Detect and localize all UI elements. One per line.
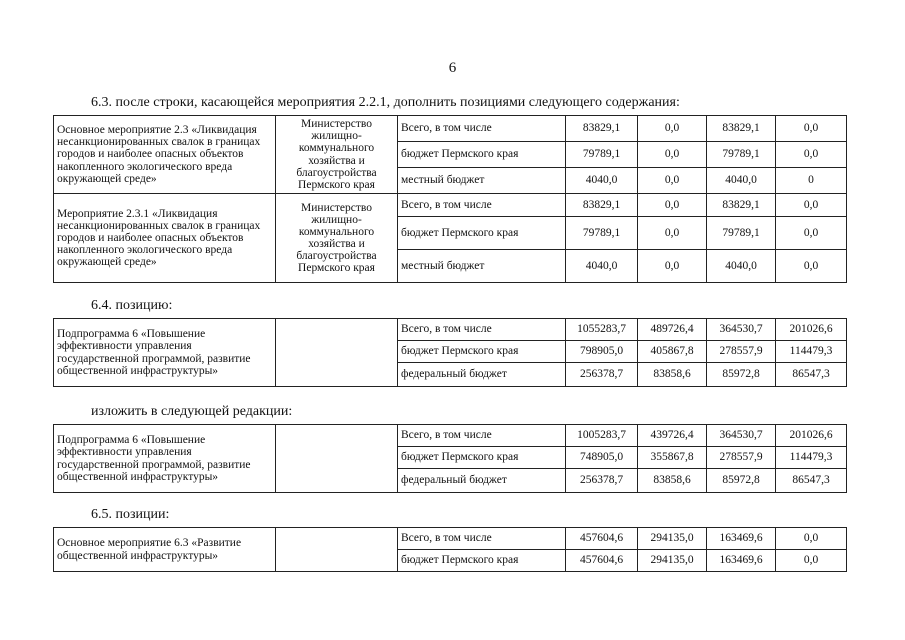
table-6-3 <box>53 115 847 283</box>
amount-cell: 4040,0 <box>566 168 638 194</box>
amount-cell: 201026,6 <box>776 425 847 447</box>
amount-cell: 79789,1 <box>707 142 776 168</box>
measure-name-cell: Мероприятие 2.3.1 «Ликвидация несанкционированных свалок в границах городов и наиболее опасных объектов накопленного экологического вреда окружающей среде» <box>54 194 276 283</box>
amount-cell: 405867,8 <box>638 341 707 363</box>
table-row <box>54 194 847 217</box>
section-heading-6-3: 6.3. после строки, касающейся мероприятия 2.2.1, дополнить позициями следующего содержания: <box>91 95 680 110</box>
amount-cell: 457604,6 <box>566 528 638 550</box>
measure-name-cell: Подпрограмма 6 «Повышение эффективности управления государственной программой, развитие общественной инфраструктуры» <box>54 319 276 387</box>
amount-cell: 439726,4 <box>638 425 707 447</box>
funding-source-cell: Всего, в том числе <box>398 116 566 142</box>
amount-cell: 278557,9 <box>707 341 776 363</box>
responsible-executor-cell: Министерство жилищно-коммунального хозяйства и благоустройства Пермского края <box>276 194 398 283</box>
amount-cell: 1005283,7 <box>566 425 638 447</box>
amount-cell: 0,0 <box>776 217 847 250</box>
table-new-edition <box>53 424 847 493</box>
responsible-executor-cell <box>276 528 398 572</box>
amount-cell: 0,0 <box>776 194 847 217</box>
funding-source-cell: бюджет Пермского края <box>398 447 566 469</box>
responsible-executor-cell <box>276 319 398 387</box>
amount-cell: 83829,1 <box>566 116 638 142</box>
responsible-executor-cell: Министерство жилищно-коммунального хозяйства и благоустройства Пермского края <box>276 116 398 194</box>
section-heading-6-4: 6.4. позицию: <box>91 298 173 313</box>
amount-cell: 86547,3 <box>776 363 847 387</box>
amount-cell: 83858,6 <box>638 469 707 493</box>
amount-cell: 114479,3 <box>776 447 847 469</box>
amount-cell: 0,0 <box>638 116 707 142</box>
funding-source-cell: бюджет Пермского края <box>398 142 566 168</box>
funding-source-cell: Всего, в том числе <box>398 425 566 447</box>
funding-source-cell: бюджет Пермского края <box>398 550 566 572</box>
funding-source-cell: местный бюджет <box>398 250 566 283</box>
measure-name-cell: Подпрограмма 6 «Повышение эффективности управления государственной программой, развитие общественной инфраструктуры» <box>54 425 276 493</box>
funding-source-cell: федеральный бюджет <box>398 469 566 493</box>
amount-cell: 294135,0 <box>638 550 707 572</box>
amount-cell: 0,0 <box>638 194 707 217</box>
funding-source-cell: Всего, в том числе <box>398 319 566 341</box>
amount-cell: 79789,1 <box>566 142 638 168</box>
page-number: 6 <box>448 60 457 76</box>
amount-cell: 0,0 <box>776 250 847 283</box>
measure-name-cell: Основное мероприятие 6.3 «Развитие общественной инфраструктуры» <box>54 528 276 572</box>
amount-cell: 83829,1 <box>566 194 638 217</box>
amount-cell: 256378,7 <box>566 363 638 387</box>
amount-cell: 0,0 <box>638 142 707 168</box>
amount-cell: 163469,6 <box>707 550 776 572</box>
table-row <box>54 425 847 447</box>
amount-cell: 0,0 <box>776 142 847 168</box>
table-6-4 <box>53 318 847 387</box>
amount-cell: 364530,7 <box>707 319 776 341</box>
funding-source-cell: бюджет Пермского края <box>398 217 566 250</box>
funding-source-cell: бюджет Пермского края <box>398 341 566 363</box>
amount-cell: 0,0 <box>638 217 707 250</box>
amount-cell: 0,0 <box>638 168 707 194</box>
amount-cell: 0,0 <box>638 250 707 283</box>
amount-cell: 0 <box>776 168 847 194</box>
amount-cell: 489726,4 <box>638 319 707 341</box>
table-row <box>54 319 847 341</box>
table-6-5 <box>53 527 847 572</box>
amount-cell: 86547,3 <box>776 469 847 493</box>
amount-cell: 85972,8 <box>707 469 776 493</box>
amount-cell: 1055283,7 <box>566 319 638 341</box>
amount-cell: 278557,9 <box>707 447 776 469</box>
amount-cell: 748905,0 <box>566 447 638 469</box>
amount-cell: 256378,7 <box>566 469 638 493</box>
funding-source-cell: Всего, в том числе <box>398 194 566 217</box>
amount-cell: 4040,0 <box>707 168 776 194</box>
amount-cell: 201026,6 <box>776 319 847 341</box>
amount-cell: 294135,0 <box>638 528 707 550</box>
funding-source-cell: федеральный бюджет <box>398 363 566 387</box>
funding-source-cell: Всего, в том числе <box>398 528 566 550</box>
amount-cell: 79789,1 <box>566 217 638 250</box>
amount-cell: 0,0 <box>776 528 847 550</box>
funding-source-cell: местный бюджет <box>398 168 566 194</box>
amount-cell: 83829,1 <box>707 116 776 142</box>
amount-cell: 79789,1 <box>707 217 776 250</box>
amount-cell: 83829,1 <box>707 194 776 217</box>
amount-cell: 163469,6 <box>707 528 776 550</box>
amount-cell: 798905,0 <box>566 341 638 363</box>
amount-cell: 4040,0 <box>707 250 776 283</box>
table-row <box>54 528 847 550</box>
table-row <box>54 116 847 142</box>
section-heading-6-5: 6.5. позиции: <box>91 507 170 522</box>
amount-cell: 457604,6 <box>566 550 638 572</box>
measure-name-cell: Основное мероприятие 2.3 «Ликвидация несанкционированных свалок в границах городов и наиболее опасных объектов накопленного экологического вреда окружающей среде» <box>54 116 276 194</box>
amount-cell: 83858,6 <box>638 363 707 387</box>
amount-cell: 355867,8 <box>638 447 707 469</box>
amount-cell: 114479,3 <box>776 341 847 363</box>
responsible-executor-cell <box>276 425 398 493</box>
section-heading-new-edition: изложить в следующей редакции: <box>91 404 293 419</box>
amount-cell: 364530,7 <box>707 425 776 447</box>
amount-cell: 4040,0 <box>566 250 638 283</box>
amount-cell: 0,0 <box>776 550 847 572</box>
amount-cell: 0,0 <box>776 116 847 142</box>
amount-cell: 85972,8 <box>707 363 776 387</box>
